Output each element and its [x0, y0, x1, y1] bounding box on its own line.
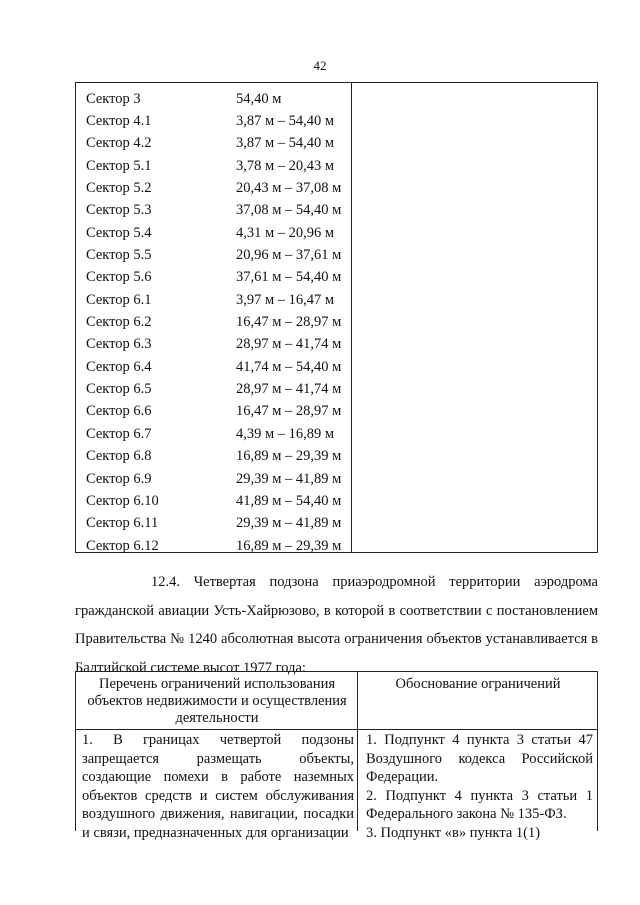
sector-name: Сектор 6.10	[86, 492, 159, 509]
sector-height-range: 16,89 м – 29,39 м	[236, 537, 342, 554]
sector-row	[76, 244, 351, 266]
sector-height-range: 41,89 м – 54,40 м	[236, 492, 342, 509]
sector-name: Сектор 6.8	[86, 448, 152, 465]
sector-row	[76, 200, 351, 222]
sector-row	[76, 177, 351, 199]
sector-height-range: 3,97 м – 16,47 м	[236, 291, 335, 308]
sector-rows	[76, 88, 351, 557]
restriction-item-1: 1. В границах четвертой подзоны запрещается размещать объекты, создающие помехи в работе наземных объектов средств и систем обслуживания воздушного движения, навигации, посадки и связи, предназначенных для организации	[82, 732, 354, 841]
sector-height-range: 28,97 м – 41,74 м	[236, 336, 342, 353]
sector-height-range: 37,08 м – 54,40 м	[236, 202, 342, 219]
justification-item-1: 1. Подпункт 4 пункта 3 статьи 47 Воздушного кодекса Российской Федерации.	[366, 732, 593, 785]
sector-name: Сектор 5.3	[86, 202, 152, 219]
sector-row	[76, 423, 351, 445]
sector-height-range: 20,43 м – 37,08 м	[236, 180, 342, 197]
sector-row	[76, 155, 351, 177]
sector-height-range: 20,96 м – 37,61 м	[236, 247, 342, 264]
sector-height-range: 3,87 м – 54,40 м	[236, 135, 335, 152]
sector-name: Сектор 6.7	[86, 425, 152, 442]
sector-row	[76, 401, 351, 423]
justification-text	[366, 731, 593, 842]
justification-item-2: 2. Подпункт 4 пункта 3 статьи 1 Федерального закона № 135-ФЗ.	[366, 787, 593, 822]
sector-height-range: 16,47 м – 28,97 м	[236, 403, 342, 420]
sector-name: Сектор 6.2	[86, 314, 152, 331]
sector-name: Сектор 6.11	[86, 515, 159, 532]
header-justification: Обоснование ограничений	[395, 676, 561, 692]
sector-name: Сектор 6.4	[86, 358, 152, 375]
sector-name: Сектор 6.6	[86, 403, 152, 420]
column-divider	[351, 83, 352, 552]
sector-height-range: 29,39 м – 41,89 м	[236, 470, 342, 487]
sector-row	[76, 468, 351, 490]
sector-row	[76, 222, 351, 244]
sector-height-range: 28,97 м – 41,74 м	[236, 381, 342, 398]
header-restrictions-list: Перечень ограничений использования объектов недвижимости и осуществления деятельности	[87, 676, 347, 726]
paragraph-text: 12.4. Четвертая подзона приаэродромной территории аэродрома гражданской авиации Усть-Хайрюзово, в которой в соответствии с постановлением Правительства № 1240 абсолютная высота ограничения объектов устанавливается в Балтийской системе высот 1977 года:	[75, 574, 598, 676]
sector-height-range: 16,47 м – 28,97 м	[236, 314, 342, 331]
sector-row	[76, 267, 351, 289]
sector-height-range: 4,39 м – 16,89 м	[236, 425, 335, 442]
sector-row	[76, 535, 351, 557]
restriction-text	[82, 731, 354, 842]
sector-height-range: 3,78 м – 20,43 м	[236, 157, 335, 174]
sector-heights-table	[75, 82, 598, 553]
sector-name: Сектор 3	[86, 90, 141, 107]
header-divider	[76, 729, 597, 730]
sector-height-range: 54,40 м	[236, 90, 282, 107]
sector-name: Сектор 5.6	[86, 269, 152, 286]
sector-name: Сектор 6.12	[86, 537, 159, 554]
sector-row	[76, 378, 351, 400]
sector-height-range: 3,87 м – 54,40 м	[236, 113, 335, 130]
sector-name: Сектор 5.1	[86, 157, 152, 174]
sector-height-range: 41,74 м – 54,40 м	[236, 358, 342, 375]
sector-height-range: 29,39 м – 41,89 м	[236, 515, 342, 532]
sector-height-range: 4,31 м – 20,96 м	[236, 224, 335, 241]
sector-name: Сектор 5.2	[86, 180, 152, 197]
sector-name: Сектор 6.9	[86, 470, 152, 487]
sector-row	[76, 490, 351, 512]
justification-item-3: 3. Подпункт «в» пункта 1(1)	[366, 824, 541, 841]
sector-name: Сектор 5.4	[86, 224, 152, 241]
sector-row	[76, 446, 351, 468]
sector-name: Сектор 6.1	[86, 291, 152, 308]
sector-row	[76, 88, 351, 110]
page-number: 42	[313, 58, 327, 73]
restrictions-table	[75, 671, 598, 841]
sector-row	[76, 110, 351, 132]
sector-row	[76, 289, 351, 311]
sector-name: Сектор 4.1	[86, 113, 152, 130]
section-12-4-paragraph	[75, 568, 598, 682]
sector-row	[76, 513, 351, 535]
sector-name: Сектор 5.5	[86, 247, 152, 264]
sector-row	[76, 334, 351, 356]
sector-height-range: 16,89 м – 29,39 м	[236, 448, 342, 465]
sector-height-range: 37,61 м – 54,40 м	[236, 269, 342, 286]
column-divider	[357, 672, 358, 831]
sector-name: Сектор 6.3	[86, 336, 152, 353]
sector-name: Сектор 4.2	[86, 135, 152, 152]
sector-row	[76, 133, 351, 155]
sector-name: Сектор 6.5	[86, 381, 152, 398]
sector-row	[76, 356, 351, 378]
sector-row	[76, 311, 351, 333]
